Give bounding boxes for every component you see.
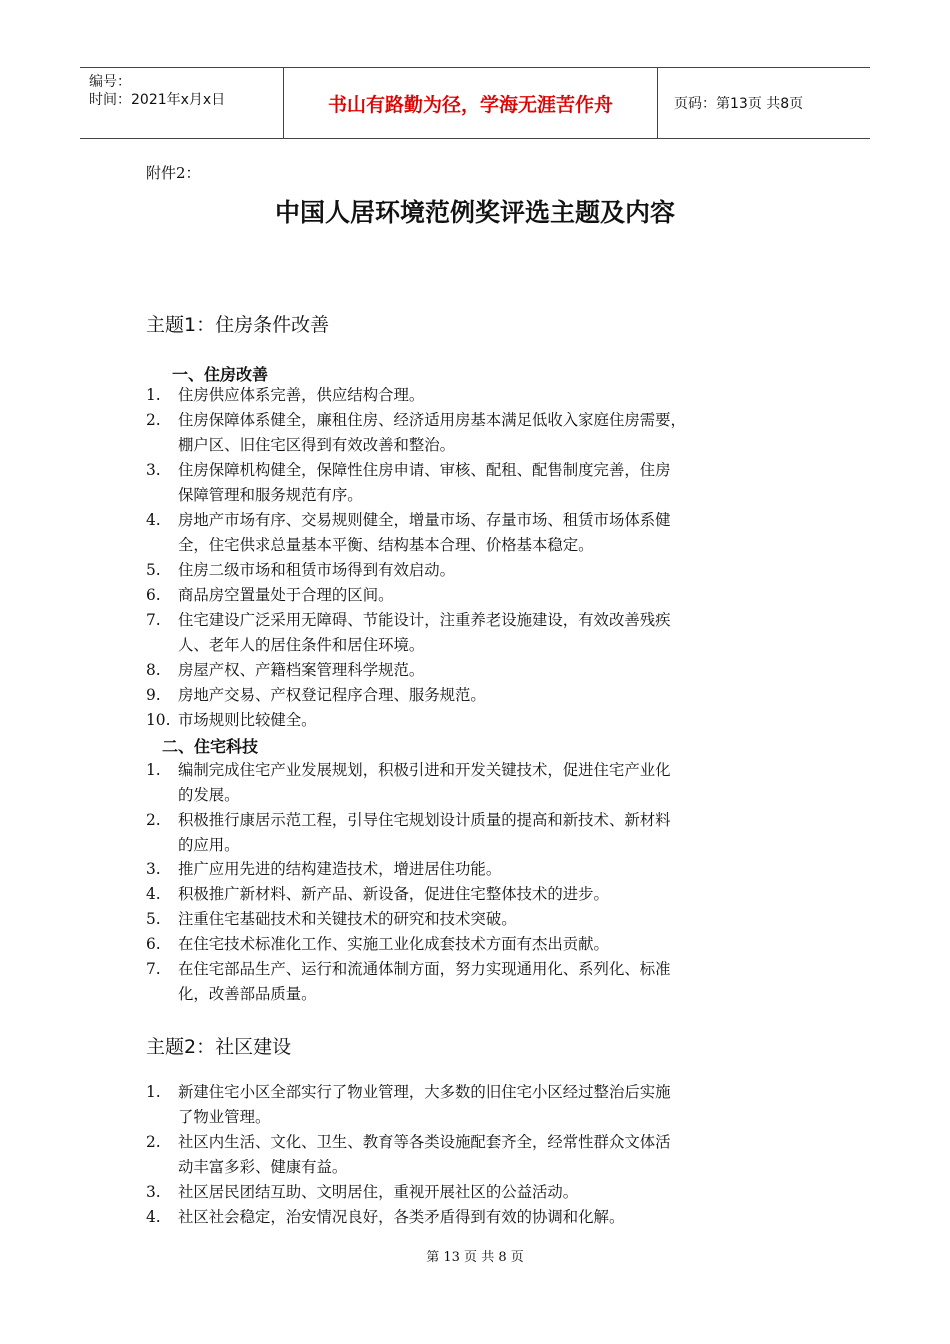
list-text: 房屋产权、产籍档案管理科学规范。 <box>178 661 425 679</box>
doc-number-label: 编号： <box>89 74 131 90</box>
list-text: 积极推行康居示范工程，引导住宅规划设计质量的提高和新技术、新材料 的应用。 <box>178 811 671 854</box>
list-number: 2. <box>146 1133 161 1151</box>
section2-heading: 二、住宅科技 <box>162 737 259 756</box>
list-text: 住房供应体系完善，供应结构合理。 <box>178 386 425 404</box>
list-number: 6. <box>146 935 161 953</box>
list-text: 住宅建设广泛采用无障碍、节能设计，注重养老设施建设，有效改善残疾 人、老年人的居住条件和居住环境。 <box>178 611 671 654</box>
list-number: 4. <box>146 885 161 903</box>
list-text: 社区社会稳定，治安情况良好，各类矛盾得到有效的协调和化解。 <box>178 1208 625 1226</box>
list-text: 在住宅部品生产、运行和流通体制方面，努力实现通用化、系列化、标准 化，改善部品质量。 <box>178 960 671 1003</box>
list-number: 4. <box>146 1208 161 1226</box>
list-text: 社区居民团结互助、文明居住，重视开展社区的公益活动。 <box>178 1183 579 1201</box>
list-text: 商品房空置量处于合理的区间。 <box>178 586 394 604</box>
list-text: 房地产市场有序、交易规则健全，增量市场、存量市场、租赁市场体系健 全，住宅供求总量基本平衡、结构基本合理、价格基本稳定。 <box>178 511 671 554</box>
list-number: 6. <box>146 586 161 604</box>
header-page-code <box>666 68 870 138</box>
list-text: 积极推广新材料、新产品、新设备，促进住宅整体技术的进步。 <box>178 885 609 903</box>
list-number: 5. <box>146 910 161 928</box>
list-text: 编制完成住宅产业发展规划，积极引进和开发关键技术，促进住宅产业化 的发展。 <box>178 761 671 804</box>
list-text: 住房保障体系健全，廉租住房、经济适用房基本满足低收入家庭住房需要， 棚户区、旧住宅区得到有效改善和整治。 <box>178 411 686 454</box>
list-number: 3. <box>146 860 161 878</box>
list-number: 4. <box>146 511 161 529</box>
list-text: 房地产交易、产权登记程序合理、服务规范。 <box>178 686 486 704</box>
list-number: 7. <box>146 960 161 978</box>
list-text: 在住宅技术标准化工作、实施工业化成套技术方面有杰出贡献。 <box>178 935 609 953</box>
list-number: 5. <box>146 561 161 579</box>
list-number: 8. <box>146 661 161 679</box>
page-header <box>80 67 870 139</box>
list-number: 3. <box>146 461 161 479</box>
list-text: 市场规则比较健全。 <box>178 711 317 729</box>
section1-heading: 一、住房改善 <box>172 365 269 384</box>
list-text: 社区内生活、文化、卫生、教育等各类设施配套齐全，经常性群众文体活 动丰富多彩、健康有益。 <box>178 1133 671 1176</box>
document-title: 中国人居环境范例奖评选主题及内容 <box>274 198 675 227</box>
list-number: 2. <box>146 811 161 829</box>
page-code-text: 页码：第13页 共8页 <box>674 96 804 112</box>
list-text: 推广应用先进的结构建造技术，增进居住功能。 <box>178 860 502 878</box>
theme1-heading: 主题1：住房条件改善 <box>146 314 330 336</box>
theme2-heading: 主题2：社区建设 <box>146 1036 292 1058</box>
list-number: 1. <box>146 761 161 779</box>
list-number: 1. <box>146 386 161 404</box>
header-motto: 书山有路勤为径，学海无涯苦作舟 <box>283 68 658 138</box>
list-text: 新建住宅小区全部实行了物业管理，大多数的旧住宅小区经过整治后实施 了物业管理。 <box>178 1083 671 1126</box>
list-text: 住房二级市场和租赁市场得到有效启动。 <box>178 561 456 579</box>
list-number: 7. <box>146 611 161 629</box>
list-number: 1. <box>146 1083 161 1101</box>
header-meta <box>80 68 283 138</box>
doc-time-label: 时间：2021年x月x日 <box>89 92 226 108</box>
page-footer: 第 13 页 共 8 页 <box>426 1250 524 1265</box>
list-text: 注重住宅基础技术和关键技术的研究和技术突破。 <box>178 910 517 928</box>
list-number: 2. <box>146 411 161 429</box>
attachment-label: 附件2： <box>146 164 201 182</box>
list-number: 10. <box>146 711 171 729</box>
list-number: 3. <box>146 1183 161 1201</box>
list-number: 9. <box>146 686 161 704</box>
list-text: 住房保障机构健全，保障性住房申请、审核、配租、配售制度完善，住房 保障管理和服务规范有序。 <box>178 461 671 504</box>
